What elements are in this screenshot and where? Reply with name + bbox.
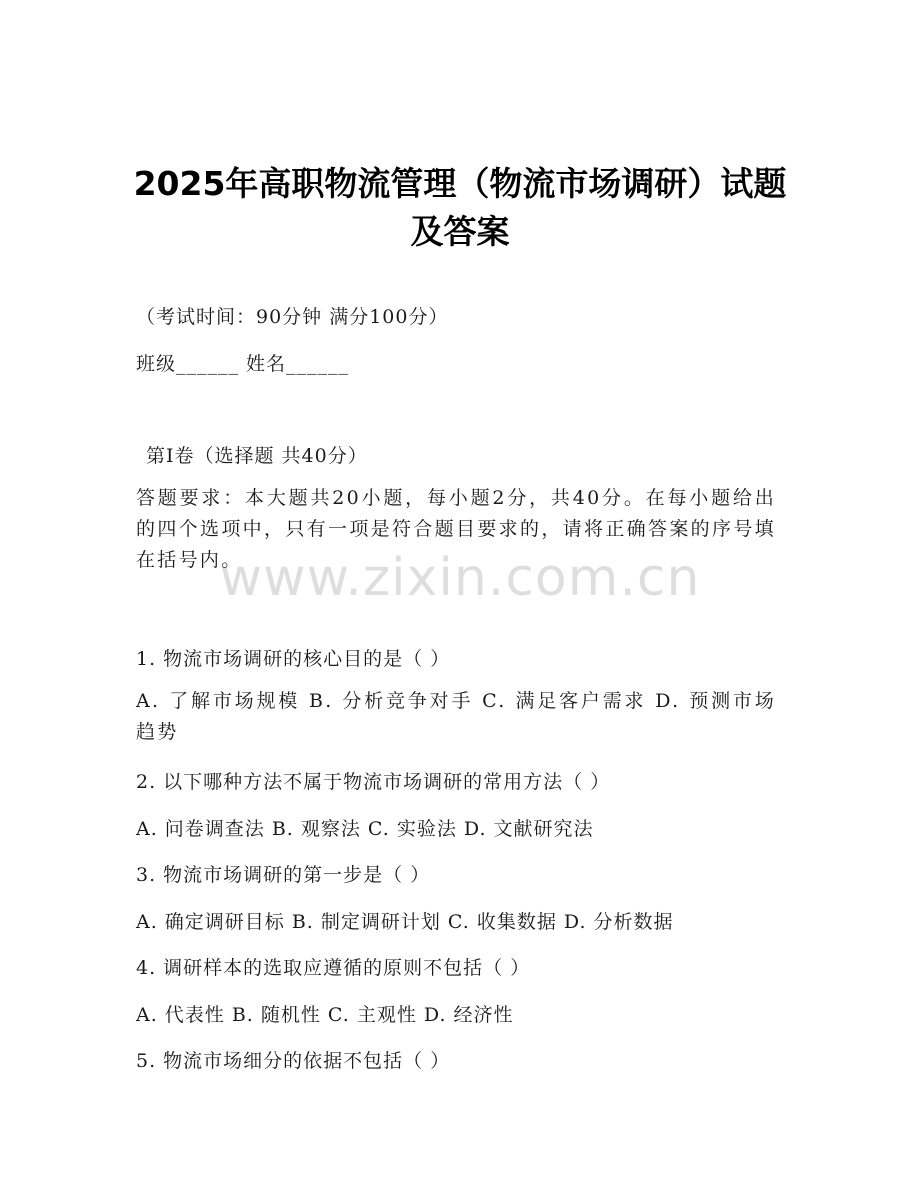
question-2-options: A. 问卷调查法 B. 观察法 C. 实验法 D. 文献研究法 xyxy=(136,818,594,840)
question-1: 1. 物流市场调研的核心目的是（ ） xyxy=(136,648,451,670)
question-3: 3. 物流市场调研的第一步是（ ） xyxy=(136,864,431,886)
question-4-options: A. 代表性 B. 随机性 C. 主观性 D. 经济性 xyxy=(136,1004,514,1026)
document-title-line1: 2025年高职物流管理（物流市场调研）试题 xyxy=(133,164,787,203)
question-5: 5. 物流市场细分的依据不包括（ ） xyxy=(136,1050,451,1072)
class-name-fields: 班级______ 姓名______ xyxy=(136,353,350,375)
watermark: www.zixin.com.cn xyxy=(219,548,701,608)
section-header: 第Ⅰ卷（选择题 共40分） xyxy=(146,445,368,467)
question-4: 4. 调研样本的选取应遵循的原则不包括（ ） xyxy=(136,957,531,979)
document-title-line2: 及答案 xyxy=(410,212,510,251)
question-1-options: A. 了解市场规模 B. 分析竞争对手 C. 满足客户需求 D. 预测市场趋势 xyxy=(136,690,776,743)
question-3-options: A. 确定调研目标 B. 制定调研计划 C. 收集数据 D. 分析数据 xyxy=(136,911,674,933)
instructions: 答题要求：本大题共20小题，每小题2分，共40分。在每小题给出的四个选项中，只有一项是符合题目要求的，请将正确答案的序号填在括号内。 xyxy=(136,487,776,571)
question-2: 2. 以下哪种方法不属于物流市场调研的常用方法（ ） xyxy=(136,771,611,793)
exam-info: （考试时间：90分钟 满分100分） xyxy=(136,306,449,328)
